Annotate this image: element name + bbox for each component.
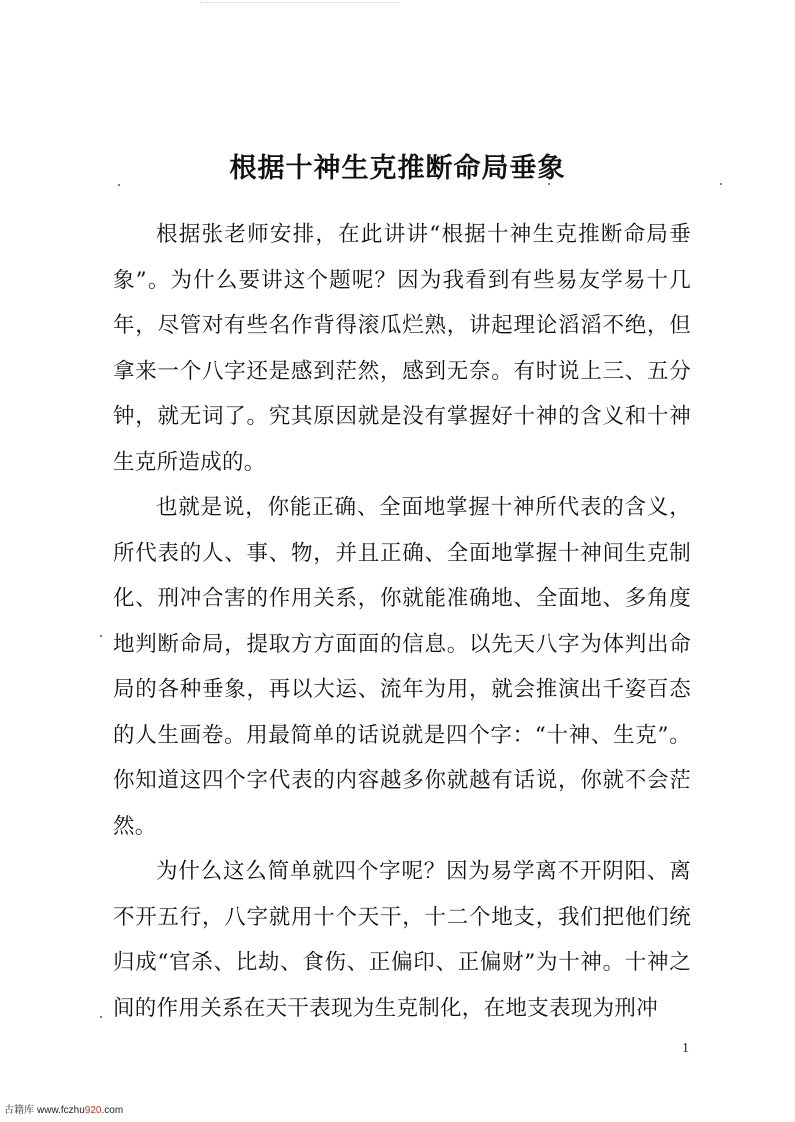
document-title: 根据十神生克推断命局垂象 [229,153,566,185]
paragraph-2: 也就是说，你能正确、全面地掌握十神所代表的含义，所代表的人、事、物，并且正确、全面地掌握十神间生克制化、刑冲合害的作用关系，你就能准确地、全面地、多角度地判断命局，提取方方面面的信息。以先天八字为体判出命局的各种垂象，再以大运、流年为用，就会推演出千姿百态的人生画卷。用最简单的话说就是四个字：“十神、生克”。你知道这四个字代表的内容越多你就越有话说，你就不会茫然。 [113,495,691,839]
watermark-site-name: 古籍库 [4,1105,34,1116]
paragraph-1: 根据张老师安排，在此讲讲“根据十神生克推断命局垂象”。为什么要讲这个题呢？因为我看到有些易友学易十几年，尽管对有些名作背得滚瓜烂熟，讲起理论滔滔不绝，但拿来一个八字还是感到茫然，感到无奈。有时说上三、五分钟，就无词了。究其原因就是没有掌握好十神的含义和十神生克所造成的。 [113,222,691,475]
scan-speck [100,1016,102,1018]
scan-speck [100,635,102,637]
watermark-url-suffix: .com [101,1105,124,1116]
scan-artifact [200,2,400,9]
paragraph-3: 为什么这么简单就四个字呢？因为易学离不开阴阳、离不开五行，八字就用十个天干，十二个地支，我们把他们统归成“官杀、比劫、食伤、正偏印、正偏财”为十神。十神之间的作用关系在天干表现为生克制化，在地支表现为刑冲 [113,859,691,1021]
watermark-url-prefix: www.fczhu [37,1105,85,1116]
page-number: 1 [682,1041,689,1056]
watermark-url-highlight: 920 [84,1105,102,1116]
document-body [113,212,691,1031]
site-watermark [4,1101,123,1116]
